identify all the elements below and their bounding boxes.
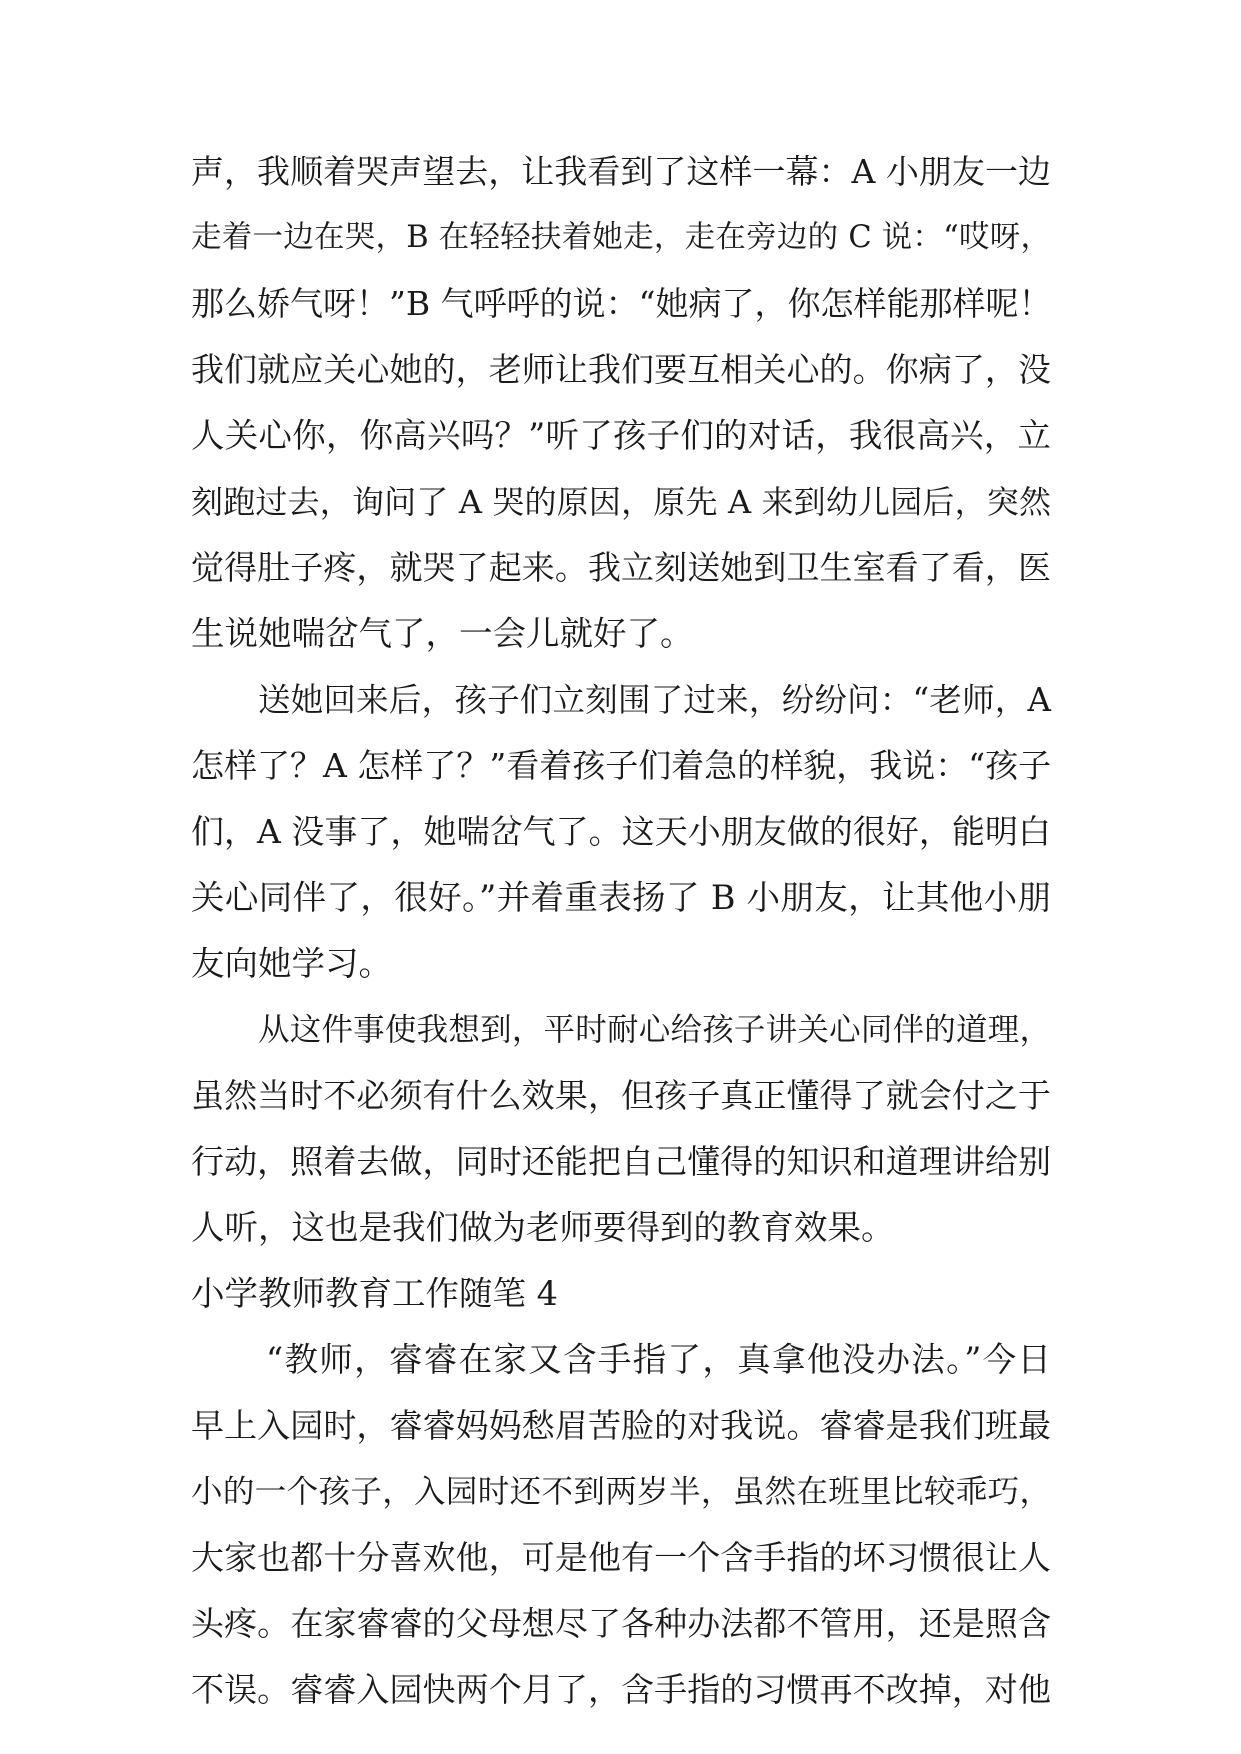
paragraph-3-line-4: 人听，这也是我们做为老师要得到的教育效果。 [191, 1208, 895, 1247]
paragraph-1-line-6: 刻跑过去，询问了 A 哭的原因，原先 A 来到幼儿园后，突然 [191, 483, 1051, 521]
paragraph-4-line-5: 头疼。在家睿睿的父母想尽了各种办法都不管用，还是照含 [191, 1604, 1051, 1643]
paragraph-1-line-3: 那么娇气呀！”B 气呼呼的说：“她病了，你怎样能那样呢！ [191, 284, 1052, 323]
section-title: 小学教师教育工作随笔 4 [191, 1274, 558, 1313]
paragraph-3-line-2: 虽然当时不必须有什么效果，但孩子真正懂得了就会付之于 [191, 1076, 1051, 1115]
paragraph-1-line-1: 声，我顺着哭声望去，让我看到了这样一幕：A 小朋友一边 [191, 152, 1051, 191]
paragraph-1-line-8: 生说她喘岔气了，一会儿就好了。 [191, 614, 694, 653]
paragraph-4-line-3: 小的一个孩子，入园时还不到两岁半，虽然在班里比较乖巧， [191, 1474, 1051, 1510]
paragraph-3-line-3: 行动，照着去做，同时还能把自己懂得的知识和道理讲给别 [191, 1142, 1051, 1181]
paragraph-2-line-1: 送她回来后，孩子们立刻围了过来，纷纷问：“老师，A [258, 681, 1051, 719]
paragraph-2-line-2: 怎样了？A 怎样了？”看着孩子们着急的样貌，我说：“孩子 [191, 746, 1052, 785]
paragraph-2-line-5: 友向她学习。 [191, 944, 392, 983]
paragraph-4-line-1: “教师，睿睿在家又含手指了，真拿他没办法。”今日 [266, 1340, 1051, 1379]
paragraph-1-line-2: 走着一边在哭，B 在轻轻扶着她走，走在旁边的 C 说：“哎呀， [191, 220, 1051, 255]
paragraph-1-line-4: 我们就应关心她的，老师让我们要互相关心的。你病了，没 [191, 350, 1051, 389]
paragraph-4-line-6: 不误。睿睿入园快两个月了，含手指的习惯再不改掉，对他 [191, 1670, 1051, 1709]
paragraph-2-line-4: 关心同伴了，很好。”并着重表扬了 B 小朋友，让其他小朋 [191, 878, 1051, 917]
paragraph-2-line-3: 们，A 没事了，她喘岔气了。这天小朋友做的很好，能明白 [191, 812, 1051, 851]
paragraph-1-line-5: 人关心你，你高兴吗？”听了孩子们的对话，我很高兴，立 [191, 416, 1051, 455]
paragraph-1-line-7: 觉得肚子疼，就哭了起来。我立刻送她到卫生室看了看，医 [191, 548, 1051, 587]
paragraph-4-line-2: 早上入园时，睿睿妈妈愁眉苦脸的对我说。睿睿是我们班最 [191, 1406, 1051, 1445]
paragraph-4-line-4: 大家也都十分喜欢他，可是他有一个含手指的坏习惯很让人 [191, 1538, 1051, 1577]
paragraph-3-line-1: 从这件事使我想到，平时耐心给孩子讲关心同伴的道理， [258, 1012, 1051, 1048]
